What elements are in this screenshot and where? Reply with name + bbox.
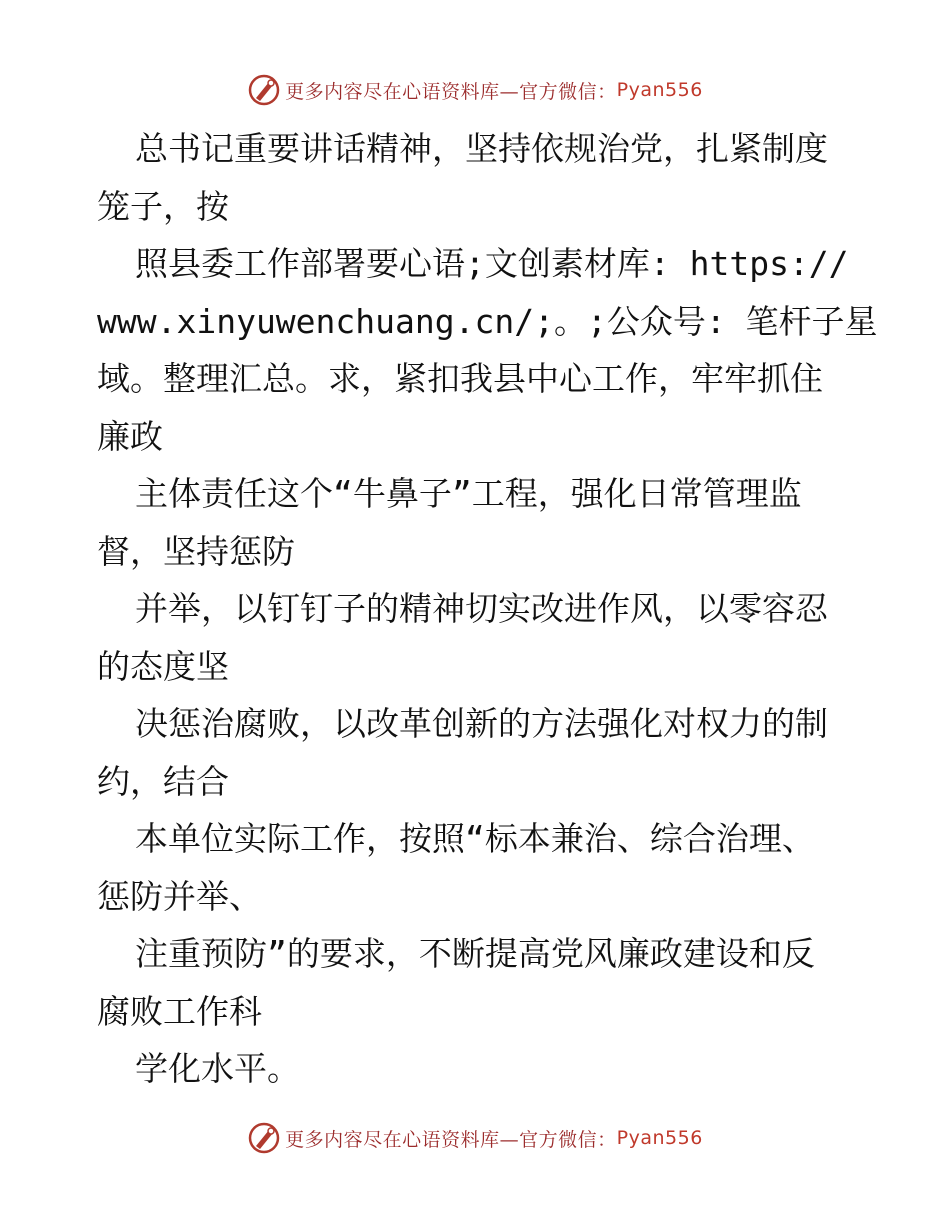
footer-wechat-handle: Pyan556 <box>616 1127 703 1149</box>
text-line: 照县委工作部署要心语;文创素材库: https:// <box>135 244 849 283</box>
footer-banner <box>0 1118 950 1158</box>
text-line: www.xinyuwenchuang.cn/;。;公众号: 笔杆子星 <box>97 301 878 341</box>
text-line: 域。整理汇总。求，紧扣我县中心工作，牢牢抓住 <box>97 359 823 398</box>
text-line: 的态度坚 <box>97 646 229 686</box>
text-line: 腐败工作科 <box>97 991 262 1031</box>
text-line: 廉政 <box>97 416 163 456</box>
header-wechat-handle: Pyan556 <box>616 79 703 101</box>
pen-logo-icon <box>247 1121 281 1155</box>
text-line: 注重预防”的要求，不断提高党风廉政建设和反 <box>135 934 815 973</box>
text-line: 决惩治腐败，以改革创新的方法强化对权力的制 <box>135 704 828 743</box>
text-line: 惩防并举、 <box>97 876 262 916</box>
text-line: 学化水平。 <box>135 1049 300 1088</box>
footer-site-text: 更多内容尽在心语资料库—官方微信： <box>285 1128 617 1151</box>
body-text <box>97 120 878 1098</box>
text-line: 笼子，按 <box>97 186 229 226</box>
header-banner <box>0 70 950 110</box>
text-line: 督，坚持惩防 <box>97 531 295 571</box>
text-line: 总书记重要讲话精神，坚持依规治党，扎紧制度 <box>135 129 828 168</box>
text-line: 并举，以钉钉子的精神切实改进作风，以零容忍 <box>135 589 828 628</box>
text-line: 约，结合 <box>97 761 229 801</box>
header-site-text: 更多内容尽在心语资料库—官方微信： <box>285 80 617 103</box>
text-line: 主体责任这个“牛鼻子”工程，强化日常管理监 <box>135 474 802 513</box>
pen-logo-icon <box>247 73 281 107</box>
text-line: 本单位实际工作，按照“标本兼治、综合治理、 <box>135 819 815 858</box>
